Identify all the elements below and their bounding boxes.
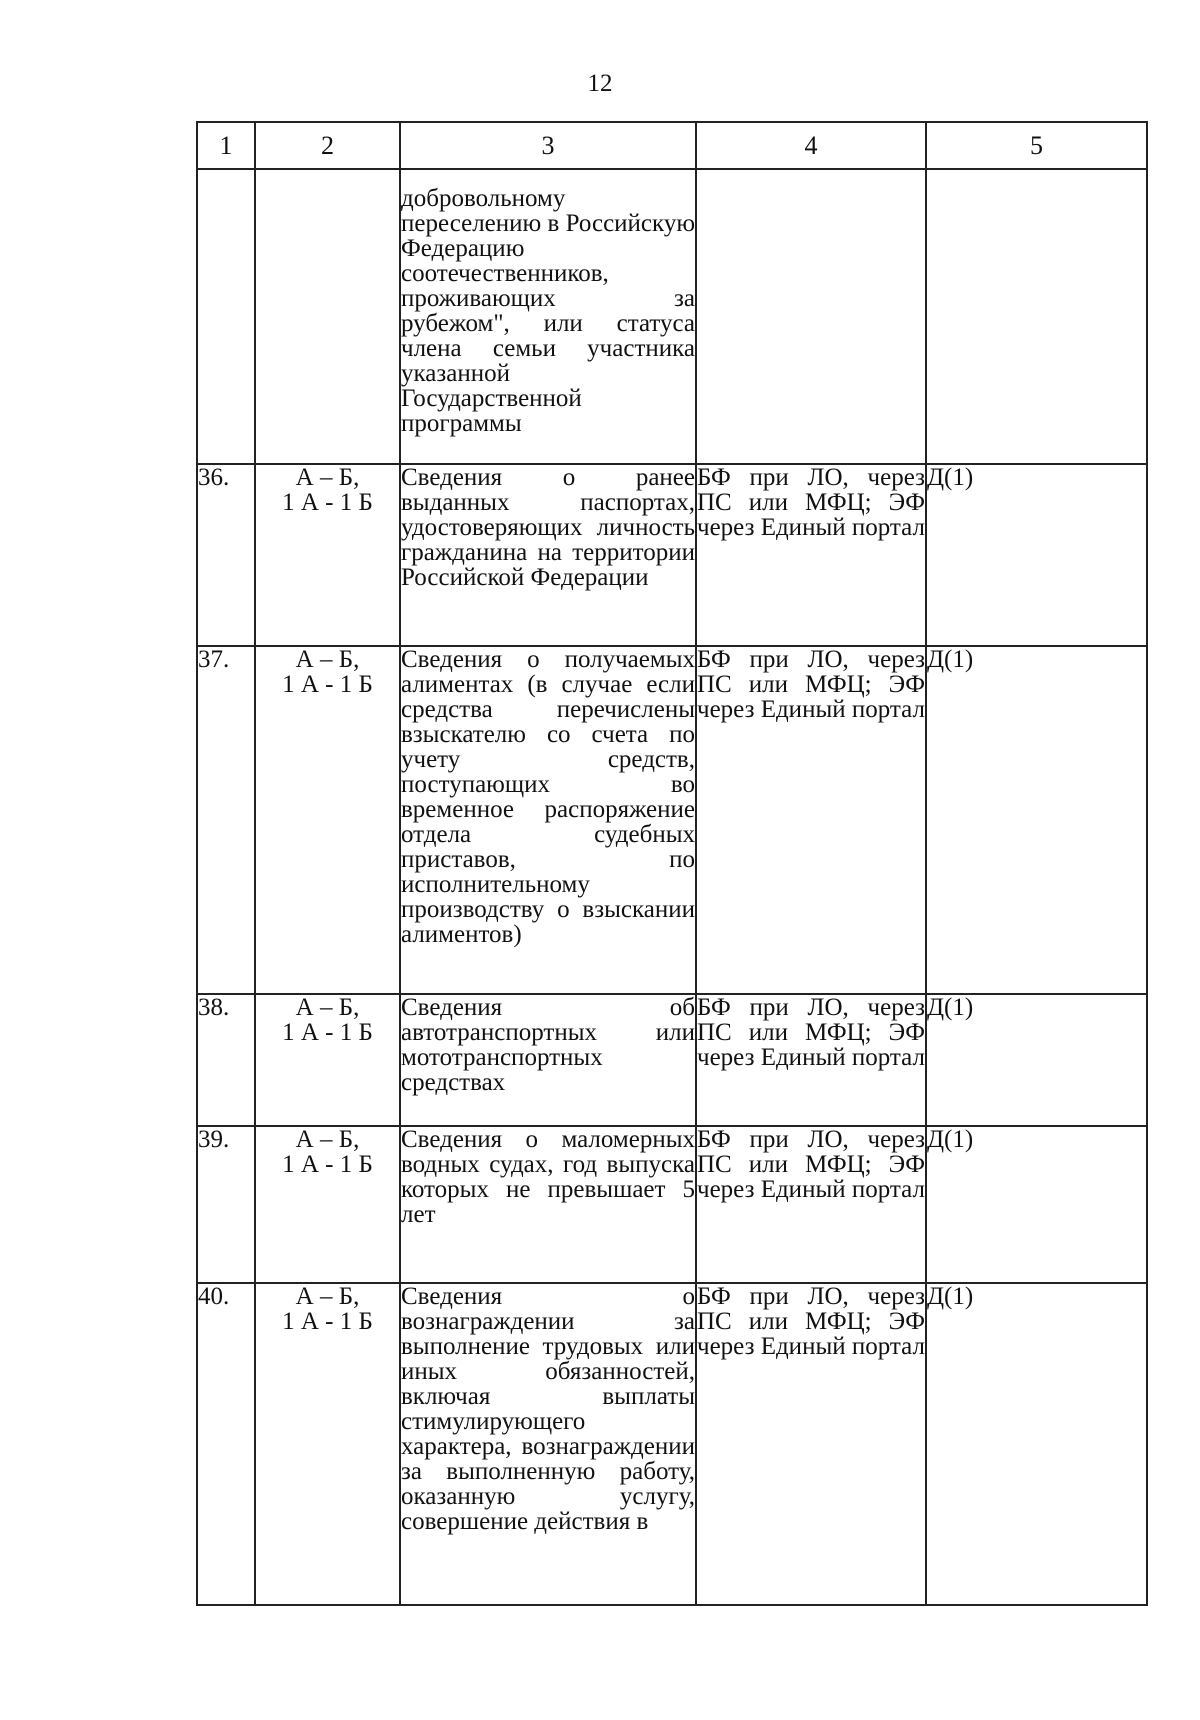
table-row <box>197 464 1147 646</box>
row-code-line2: 1 А - 1 Б <box>282 671 373 698</box>
row-code-line1: А – Б, <box>295 646 360 673</box>
table-header-row <box>197 122 1147 169</box>
column-header-4: 4 <box>696 122 926 169</box>
row-code-line2: 1 А - 1 Б <box>282 1151 373 1178</box>
services-table <box>196 121 1148 1606</box>
row-number-cell <box>197 169 255 464</box>
column-header-1: 1 <box>197 122 255 169</box>
row-description: Сведения о маломерных водных судах, год выпуска которых не превышает 5 лет <box>400 1126 696 1283</box>
row-method-cell <box>696 169 926 464</box>
row-code-line2: 1 А - 1 Б <box>282 489 373 516</box>
row-kind: Д(1) <box>926 1283 1147 1605</box>
row-description: Сведения о вознаграждении за выполнение трудовых или иных обязанностей, включая выплаты стимулирующего характера, вознаграждении за выполненную работу, оказанную услугу, совершение действия в <box>400 1283 696 1605</box>
column-header-2: 2 <box>255 122 400 169</box>
row-code <box>255 464 400 646</box>
row-code-line1: А – Б, <box>295 1283 360 1310</box>
row-code-line2: 1 А - 1 Б <box>282 1019 373 1046</box>
table-row <box>197 1283 1147 1605</box>
table-row <box>197 646 1147 994</box>
column-header-3: 3 <box>400 122 696 169</box>
row-method: БФ при ЛО, через ПС или МФЦ; ЭФ через Единый портал <box>696 464 926 646</box>
row-method: БФ при ЛО, через ПС или МФЦ; ЭФ через Единый портал <box>696 994 926 1126</box>
row-description: Сведения о получаемых алиментах (в случае если средства перечислены взыскателю со счета по учету средств, поступающих во временное распоряжение отдела судебных приставов, по исполнительному производству о взыскании алиментов) <box>400 646 696 994</box>
row-kind: Д(1) <box>926 994 1147 1126</box>
row-number: 39. <box>197 1126 255 1283</box>
row-code <box>255 646 400 994</box>
table-row <box>197 1126 1147 1283</box>
row-kind-cell <box>926 169 1147 464</box>
column-header-5: 5 <box>926 122 1147 169</box>
row-number: 38. <box>197 994 255 1126</box>
row-code-line1: А – Б, <box>295 994 360 1021</box>
row-method: БФ при ЛО, через ПС или МФЦ; ЭФ через Единый портал <box>696 646 926 994</box>
row-code-line1: А – Б, <box>295 1126 360 1153</box>
row-kind: Д(1) <box>926 646 1147 994</box>
row-kind: Д(1) <box>926 464 1147 646</box>
row-description: Сведения об автотранспортных или мототранспортных средствах <box>400 994 696 1126</box>
row-number: 36. <box>197 464 255 646</box>
row-number: 37. <box>197 646 255 994</box>
row-method: БФ при ЛО, через ПС или МФЦ; ЭФ через Единый портал <box>696 1283 926 1605</box>
row-code <box>255 1126 400 1283</box>
row-code-line2: 1 А - 1 Б <box>282 1308 373 1335</box>
row-description: Сведения о ранее выданных паспортах, удостоверяющих личность гражданина на территории Российской Федерации <box>400 464 696 646</box>
row-description: добровольному переселению в Российскую Федерацию соотечественников, проживающих за рубежом", или статуса члена семьи участника указанной Государственной программы <box>400 169 696 464</box>
row-kind: Д(1) <box>926 1126 1147 1283</box>
row-code-line1: А – Б, <box>295 464 360 491</box>
row-code <box>255 1283 400 1605</box>
row-code-cell <box>255 169 400 464</box>
table-row-continuation <box>197 169 1147 464</box>
table-row <box>197 994 1147 1126</box>
row-number: 40. <box>197 1283 255 1605</box>
row-code <box>255 994 400 1126</box>
row-method: БФ при ЛО, через ПС или МФЦ; ЭФ через Единый портал <box>696 1126 926 1283</box>
page-number: 12 <box>587 70 613 97</box>
